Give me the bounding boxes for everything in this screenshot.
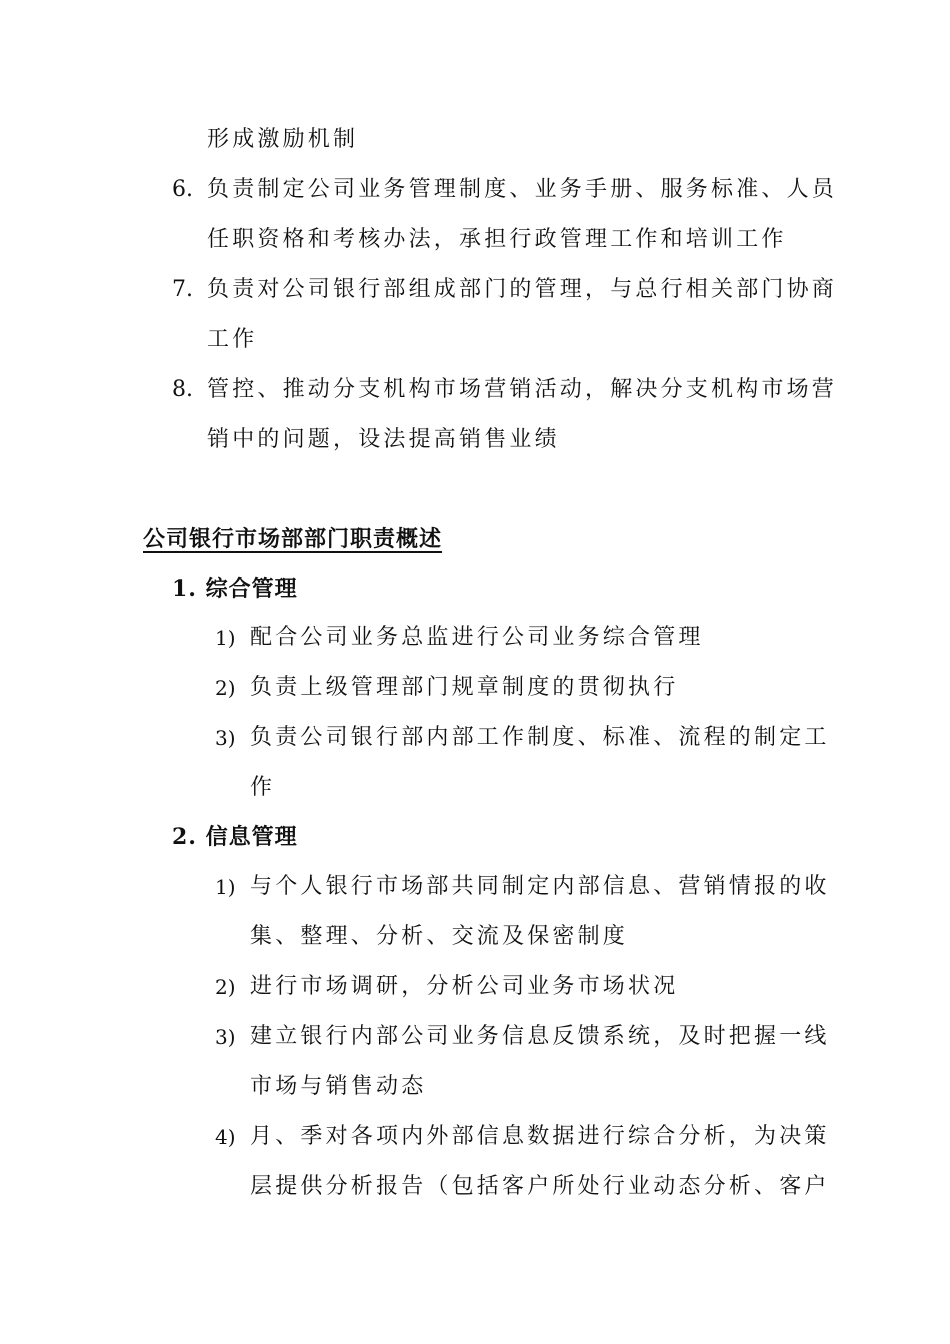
sub-item-number: 3) <box>215 726 236 750</box>
section-title: 公司银行市场部部门职责概述 <box>143 526 443 552</box>
sub-item-line: 月、季对各项内外部信息数据进行综合分析，为决策 <box>250 1124 830 1149</box>
sub-item-number: 2) <box>215 975 236 999</box>
list-number: 6. <box>172 177 193 202</box>
list-line: 管控、推动分支机构市场营销活动，解决分支机构市场营 <box>207 377 838 402</box>
sub-item-line: 市场与销售动态 <box>250 1074 427 1099</box>
list-number: 7. <box>172 277 193 302</box>
list-line: 负责对公司银行部组成部门的管理，与总行相关部门协商 <box>207 277 838 302</box>
sub-item-number: 2) <box>215 676 236 700</box>
list-line: 负责制定公司业务管理制度、业务手册、服务标准、人员 <box>207 177 838 202</box>
sub-item-line: 进行市场调研，分析公司业务市场状况 <box>250 974 679 999</box>
sub-item-number: 1) <box>215 626 236 650</box>
sub-item-line: 集、整理、分析、交流及保密制度 <box>250 924 629 949</box>
list-line: 形成激励机制 <box>207 127 359 152</box>
list-line: 工作 <box>207 327 258 352</box>
sub-item-number: 3) <box>215 1025 236 1049</box>
section-heading: 1. 综合管理 <box>172 576 298 602</box>
list-number: 8. <box>172 377 193 402</box>
list-line: 销中的问题，设法提高销售业绩 <box>207 427 560 452</box>
section-heading: 2. 信息管理 <box>172 824 298 850</box>
sub-item-line: 负责公司银行部内部工作制度、标准、流程的制定工 <box>250 725 830 750</box>
sub-item-line: 与个人银行市场部共同制定内部信息、营销情报的收 <box>250 874 830 899</box>
sub-item-line: 负责上级管理部门规章制度的贯彻执行 <box>250 675 679 700</box>
sub-item-line: 建立银行内部公司业务信息反馈系统，及时把握一线 <box>250 1024 830 1049</box>
sub-item-line: 配合公司业务总监进行公司业务综合管理 <box>250 625 704 650</box>
sub-item-number: 1) <box>215 875 236 899</box>
list-line: 任职资格和考核办法，承担行政管理工作和培训工作 <box>207 227 787 252</box>
sub-item-number: 4) <box>215 1125 236 1149</box>
sub-item-line: 层提供分析报告（包括客户所处行业动态分析、客户 <box>250 1174 830 1199</box>
sub-item-line: 作 <box>250 775 276 800</box>
